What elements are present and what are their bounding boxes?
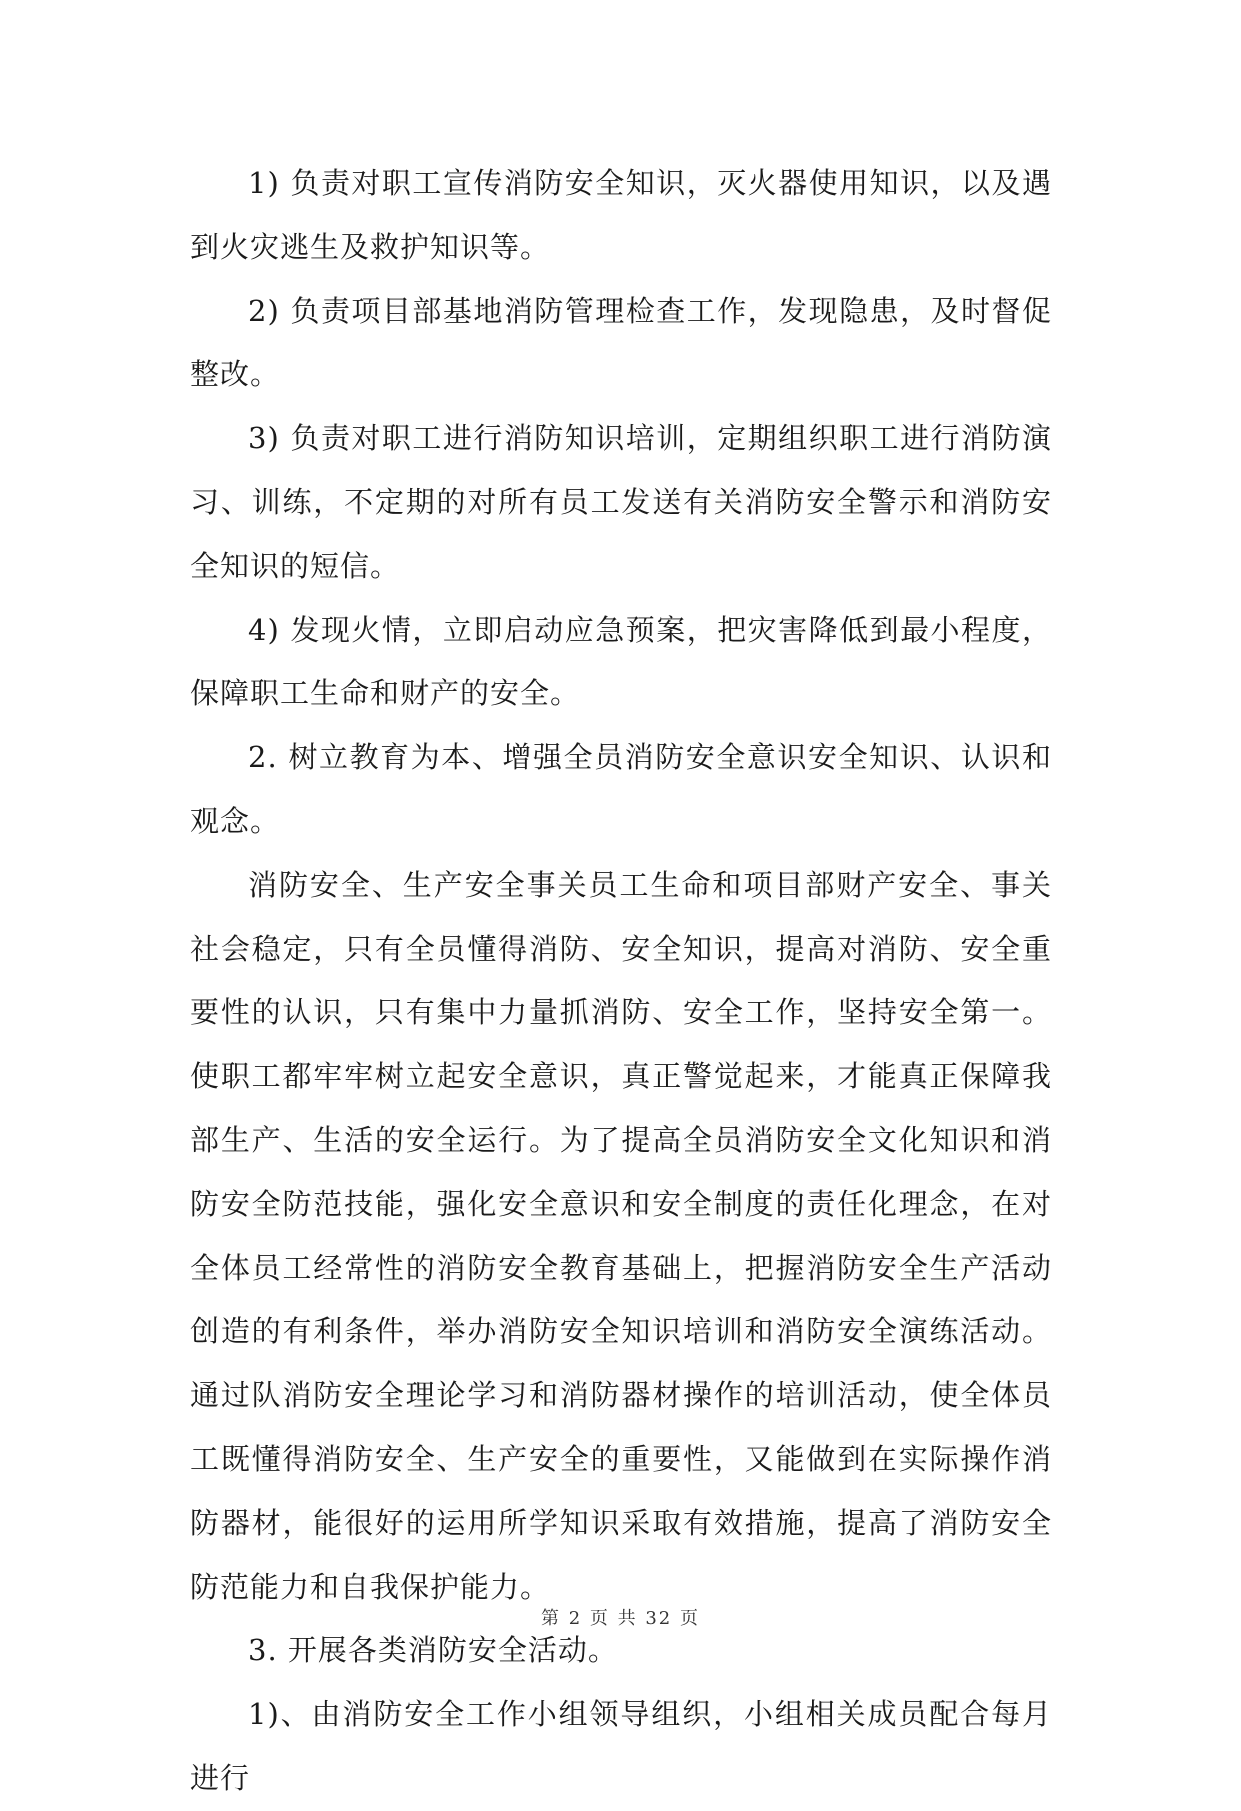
paragraph-3: 3) 负责对职工进行消防知识培训，定期组织职工进行消防演习、训练，不定期的对所有员工发送有关消防安全警示和消防安全知识的短信。: [190, 421, 1052, 583]
paragraph-8: 1)、由消防安全工作小组领导组织，小组相关成员配合每月进行: [190, 1697, 1052, 1795]
page-footer: 第 2 页 共 32 页: [541, 1608, 700, 1629]
paragraph-6: 消防安全、生产安全事关员工生命和项目部财产安全、事关社会稳定，只有全员懂得消防、安全知识，提高对消防、安全重要性的认识，只有集中力量抓消防、安全工作，坚持安全第一。使职工都牢牢树立起安全意识，真正警觉起来，才能真正保障我部生产、生活的安全运行。为了提高全员消防安全文化知识和消防安全防范技能，强化安全意识和安全制度的责任化理念，在对全体员工经常性的消防安全教育基础上，把握消防安全生产活动创造的有利条件，举办消防安全知识培训和消防安全演练活动。通过队消防安全理论学习和消防器材操作的培训活动，使全体员工既懂得消防安全、生产安全的重要性，又能做到在实际操作消防器材，能很好的运用所学知识采取有效措施，提高了消防安全防范能力和自我保护能力。: [190, 867, 1052, 1604]
paragraph-5: 2. 树立教育为本、增强全员消防安全意识安全知识、认识和观念。: [190, 740, 1052, 838]
paragraph-4: 4) 发现火情，立即启动应急预案，把灾害降低到最小程度，保障职工生命和财产的安全。: [190, 612, 1052, 711]
paragraph-2: 2) 负责项目部基地消防管理检查工作，发现隐患，及时督促整改。: [190, 293, 1052, 392]
paragraph-1: 1) 负责对职工宣传消防安全知识，灭火器使用知识，以及遇到火灾逃生及救护知识等。: [190, 166, 1052, 264]
document-body: [190, 152, 1052, 1811]
paragraph-7: 3. 开展各类消防安全活动。: [248, 1633, 618, 1668]
